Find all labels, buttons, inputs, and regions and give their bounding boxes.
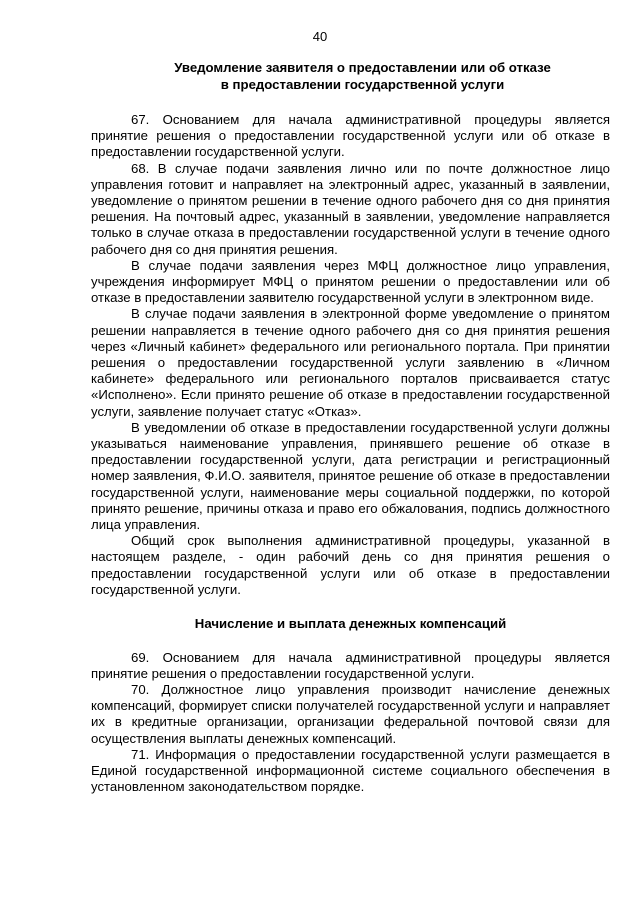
- paragraph-68: 68. В случае подачи заявления лично или по почте должностное лицо управления готовит и направляет на электронный адрес, указанный в заявлении, уведомление о принятом решении в течение одного рабочего дня со дня принятия решения. На почтовый адрес, указанный в заявлении, уведомление направляется только в случае отказа в предоставлении государственной услуги в течение одного рабочего дня со дня принятия решения.: [91, 160, 610, 257]
- paragraph-70: 70. Должностное лицо управления производит начисление денежных компенсаций, формирует списки получателей государственной услуги и направляет их в кредитные организации, организации федеральной почтовой связи для осуществления выплаты денежных компенсаций.: [91, 682, 610, 746]
- section-title-compensation: Начисление и выплата денежных компенсаций: [194, 616, 507, 632]
- section-title-notification-line1: Уведомление заявителя о предоставлении или об отказе: [174, 60, 551, 75]
- paragraph-mfc: В случае подачи заявления через МФЦ должностное лицо управления, учреждения информирует МФЦ о принятом решении о предоставлении или об отказе в предоставлении заявителю государственной услуги в электронном виде.: [91, 257, 610, 306]
- page-content: [91, 60, 610, 795]
- paragraph-69: 69. Основанием для начала административной процедуры является принятие решения о предоставлении государственной услуги.: [91, 649, 610, 681]
- paragraph-total-term: Общий срок выполнения административной процедуры, указанной в настоящем разделе, - один рабочий день со дня принятия решения о предоставлении государственной услуги или об отказе в предоставлении государственной услуги.: [91, 533, 610, 597]
- section-title-notification-line2: в предоставлении государственной услуги: [220, 76, 505, 92]
- paragraph-electronic: В случае подачи заявления в электронной форме уведомление о принятом решении направляется в течение одного рабочего дня со дня принятия решения через «Личный кабинет» федерального или регионального портала. При принятии решения о предоставлении государственной услуги заявлению в «Личном кабинете» федерального или регионального порталов присваивается статус «Исполнено». Если принято решение об отказе в предоставлении государственной услуги, заявление получает статус «Отказ».: [91, 306, 610, 419]
- paragraph-71: 71. Информация о предоставлении государственной услуги размещается в Единой государственной информационной системе социального обеспечения в установленном законодательством порядке.: [91, 746, 610, 795]
- page-number: 40: [312, 29, 328, 44]
- paragraph-67: 67. Основанием для начала административной процедуры является принятие решения о предоставлении государственной услуги или об отказе в предоставлении государственной услуги.: [91, 112, 610, 160]
- paragraph-refusal-notice: В уведомлении об отказе в предоставлении государственной услуги должны указываться наименование управления, принявшего решение об отказе в предоставлении государственной услуги, дата регистрации и регистрационный номер заявления, Ф.И.О. заявителя, принятое решение об отказе в предоставлении государственной услуги, наименование меры социальной поддержки, по которой принято решение, причины отказа и право его обжалования, подпись должностного лица управления.: [91, 419, 610, 533]
